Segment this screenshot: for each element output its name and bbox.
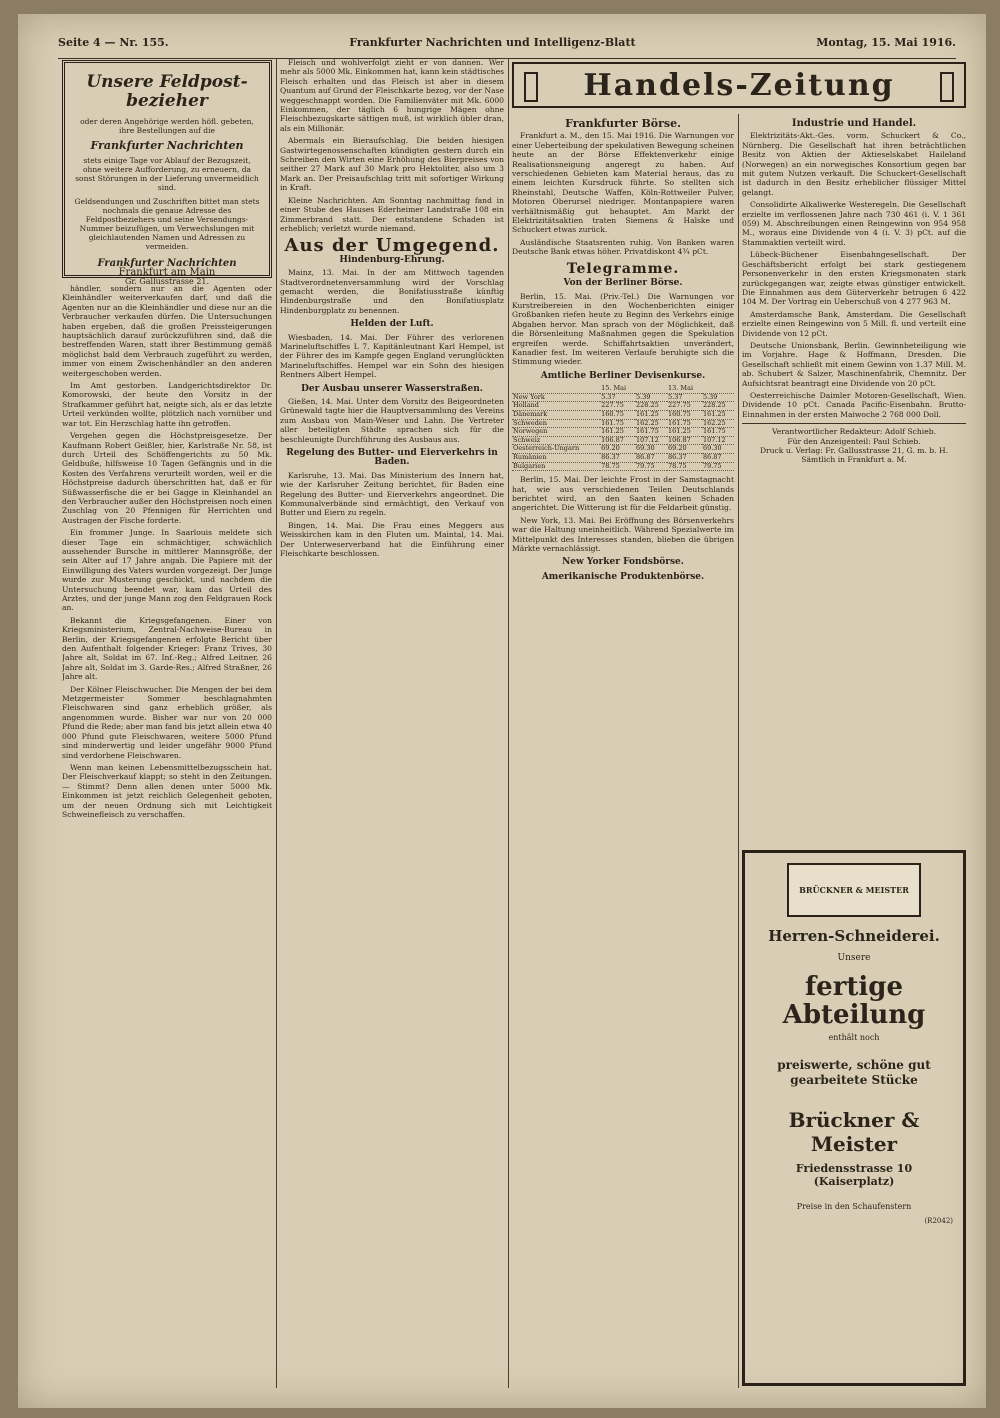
column-3 (512, 114, 734, 1390)
ad-text: enthält noch (828, 1033, 880, 1042)
table-cell: 161.25 (667, 428, 702, 437)
article-paragraph: New York, 13. Mai. Bei Eröffnung des Börsenverkehrs war die Haltung uneinheitlich. Während Spezialwerte im Mittelpunkt des Interesses standen, blieben die übrigen Märkte vernachlässigt. (512, 515, 734, 553)
article-paragraph: Wiesbaden, 14. Mai. Der Führer des verlorenen Marineluftschiffes L 7, Kapitänleutnant Karl Hempel, ist der Führer des im Kampfe gegen England verunglückten Marineluftschiffes. Hempel war ein Sohn des hiesigen Rentners Albert Hempel. (280, 332, 504, 380)
table-header-row (512, 385, 734, 393)
table-cell: 5.39 (635, 393, 667, 402)
ad-address: Friedensstrasse 10 (Kaiserplatz) (795, 1162, 913, 1188)
imprint-line: Verantwortlicher Redakteur: Adolf Schieb. (771, 427, 937, 437)
ad-company-name: Brückner & Meister (788, 1108, 920, 1156)
article-heading: Amtliche Berliner Devisenkurse. (540, 370, 706, 381)
section-heading: Aus der Umgegend. (284, 235, 500, 257)
article-paragraph: Elektrizitäts-Akt.-Ges. vorm. Schuckert & Co., Nürnberg. Die Gesellschaft hat ihren beträchtlichen Besitz von Aktien der Aktieselskabet Haileland (Norwegen) an ein norwegisches Konsortium gegen bar mit gutem Nutzen verkauft. Die Schuckert-Gesellschaft ist dadurch in den Besitz erheblicher flüssiger Mittel gelangt. (742, 131, 966, 197)
header-page-number: Seite 4 — Nr. 155. (58, 36, 169, 49)
ad-text: Unsere (837, 953, 871, 963)
table-cell: 79.75 (702, 462, 734, 471)
column-1 (62, 284, 272, 1384)
table-cell: 86.37 (600, 453, 635, 462)
feldpost-text: stets einige Tage vor Ablauf der Bezugszeit, ohne weitere Aufforderung, zu erneuern, da sonst Störungen in der Lieferung unvermeidlich sind. (75, 156, 259, 192)
header-paper-title: Frankfurter Nachrichten und Intelligenz-Blatt (349, 36, 636, 49)
table-cell: 15. Mai (600, 385, 635, 393)
table-cell: 162.25 (635, 419, 667, 428)
table-row (512, 453, 734, 462)
devisen-table (512, 385, 734, 471)
table-cell: 160.75 (600, 410, 635, 419)
article-paragraph: Ausländische Staatsrenten ruhig. Von Banken waren Deutsche Bank etwas höher. Privatdiskont 4¾ pCt. (512, 237, 734, 257)
table-cell: 227.75 (600, 402, 635, 411)
table-cell: 69.20 (600, 445, 635, 454)
article-heading: Der Ausbau unserer Wasserstraßen. (301, 383, 483, 394)
feldpost-text: Geldsendungen und Zuschriften bittet man stets nochmals die genaue Adresse des Feldpostbeziehers und seine Versendungs-Nummer beizufügen, um Verwechslungen mit gleichlautenden Namen und Adressen zu vermeiden. (74, 197, 260, 251)
article-paragraph: Lübeck-Büchener Eisenbahngesellschaft. Der Geschäftsbericht erfolgt bei stark gestiegenem Personenverkehr in den ersten Kriegsmonaten stark zurückgegangen war, zeigte etwas günstiger entwickelt. Die Einnahmen aus dem Güterverkehr betrugen 6 422 104 M. Der Vortrag ein Ueberschuß von 4 277 963 M. (742, 250, 966, 307)
article-heading: Regelung des Butter- und Eierverkehrs in Baden. (286, 448, 498, 468)
newspaper-page (18, 14, 986, 1408)
article-paragraph: Deutsche Unionsbank, Berlin. Gewinnbeteiligung wie im Vorjahre. Hage & Hoffmann, Dresden. Die Gesellschaft schließt mit einem Gewinn von 1.37 Mill. M. ab. Schubert & Salzer, Maschinenfabrik, Chemnitz. Der Aufsichtsrat beantragt eine Dividende von 20 pCt. (742, 340, 966, 388)
banner-ornament (524, 72, 538, 102)
article-heading: Frankfurter Börse. (565, 117, 681, 130)
article-paragraph: Bekannt die Kriegsgefangenen. Einer von Kriegsministerium, Zentral-Nachweise-Bureau in Berlin, der Kriegsgefangenen erfolgte Bericht über den Aufenthalt folgender Krieger: Franz Trives, 30 Jahre alt, Soldat im 67. Inf.-Reg.; Alfred Leitner, 26 Jahre alt, Soldat im 3. Garde-Res.; Alfred Straßner, 26 Jahre alt. (62, 615, 272, 682)
table-cell: 106.87 (667, 436, 702, 445)
table-cell: 160.75 (667, 410, 702, 419)
table-cell: 161.25 (600, 428, 635, 437)
brueckner-meister-logo: BRÜCKNER & MEISTER (787, 863, 921, 917)
table-row (512, 410, 734, 419)
article-heading: Hindenburg-Ehrung. (339, 254, 445, 265)
column-4 (742, 114, 966, 840)
feldpost-advertisement (62, 60, 272, 286)
table-cell: Bulgarien (512, 462, 600, 471)
article-paragraph: Frankfurt a. M., den 15. Mai 1916. Die Warnungen vor einer Ueberteibung der spekulativen Bewegung scheinen heute an der Börse Effektenverkehr einige Realisationsneigung angeregt zu haben. Auf verschiedenen Gebieten kam Material heraus, das zu einem leichten Kursdruck führte. So stellten sich Rheinstahl, Deutsche Waffen, Köln-Rottweiler Pulver, Motoren Oberursel niedriger. Montanpapiere waren verhältnismäßig gut behauptet. Am Markt der Elektrizitätsaktien traten Siemens & Halske und Schuckert etwas zurück. (512, 131, 734, 235)
article-paragraph: Wenn man keinen Lebensmittelbezugsschein hat. Der Fleischverkauf klappt; so steht in den Zeitungen. — Stimmt? Denn allen denen unter 5000 Mk. Einkommen ist jetzt reichlich Gelegenheit geboten, um der neuen Ordnung sich mit Leichtigkeit Schweinefleisch zu verschaffen. (62, 762, 272, 819)
table-cell: Schweiz (512, 436, 600, 445)
table-cell: 227.75 (667, 402, 702, 411)
table-row (512, 428, 734, 437)
article-paragraph: händler, sondern nur an die Agenten oder Kleinhändler weiterverkaufen darf, und daß die Agenten nur an die Kleinhändler und diese nur an die Verbraucher verkaufen dürfen. Die Untersuchungen haben ergeben, daß die großen Preissteigerungen hauptsächlich darauf zurückzuführen sind, daß die bestreffenden Waren, statt ihrer Bestimmung gemäß möglichst bald dem Verbrauch zugeführt zu werden, immer von einem Zwischenhändler an den anderen weitergeschoben werden. (62, 284, 272, 378)
table-cell: 161.75 (635, 428, 667, 437)
table-cell: 79.75 (635, 462, 667, 471)
ad-reference: (R2042) (924, 1217, 953, 1225)
table-cell: Norwegen (512, 428, 600, 437)
article-paragraph: Amsterdamsche Bank, Amsterdam. Die Gesellschaft erzielte einen Reingewinn von 5 Mill. fl. und verteilt eine Dividende von 12 pCt. (742, 309, 966, 338)
table-cell: 161.75 (600, 419, 635, 428)
table-cell: 5.39 (702, 393, 734, 402)
table-cell: 78.75 (600, 462, 635, 471)
article-paragraph: Oesterreichische Daimler Motoren-Gesellschaft, Wien. Dividende 10 pCt. Canada Pacific-Eisenbahn. Brutto-Einnahmen in der ersten Maiwoche 2 768 000 Doll. (742, 390, 966, 419)
banner-ornament (940, 72, 954, 102)
article-paragraph: Ein frommer Junge. In Saarlouis meldete sich dieser Tage ein schmächtiger, schwächlich aussehender Bursche in mittlerer Mannsgröße, der sein Alter auf 17 Jahre angab. Die Papiere mit der Einwilligung des Vaters wurden vorgezeigt. Der Junge wurde zur Musterung geschickt, und nachdem die Untersuchung beendet war, kam das Urteil des Arztes, und der junge Mann zog den Feldgrauen Rock an. (62, 528, 272, 613)
article-paragraph: Vergehen gegen die Höchstpreisgesetze. Der Kaufmann Robert Geißler, hier, Karlstraße Nr. 58, ist durch Urteil des Schöffengerichts zu 50 Mk. Geldbuße, hilfsweise 10 Tagen Gefängnis und in die Kosten des Verfahrens verurteilt worden, weil er die Höchstpreise dadurch überschritten hat, daß er für Süßwasserfische die er bei Gagge in Kleinhandel an den Verbraucher außer den Höchstpreisen noch einen Zuschlag von 20 Pfennigen für Herrichten und Austragen der Fische forderte. (62, 431, 272, 525)
article-heading: New Yorker Fondsbörse. (562, 557, 684, 568)
article-paragraph: Bingen, 14. Mai. Die Frau eines Meggers aus Weisskirchen kam in den Fluten um. Maintal, 14. Mai. Der Unterweserverband hat die Einführung einer Fleischkarte beschlossen. (280, 520, 504, 559)
section-heading: Telegramme. (566, 260, 680, 277)
ad-headline: fertige Abteilung (782, 972, 926, 1030)
table-cell: 69.30 (702, 445, 734, 454)
table-cell: 5.37 (667, 393, 702, 402)
table-cell: Dänemark (512, 410, 600, 419)
article-paragraph: Mainz, 13. Mai. In der am Mittwoch tagenden Stadtverordnetenversammlung wird der Vorschlag gemacht werden, die Bonifatiusstraße künftig Hindenburgstraße und den Bonifatiusplatz Hindenburgplatz zu benennen. (280, 268, 504, 315)
feldpost-paper-name: Frankfurter Nachrichten (90, 139, 244, 152)
feldpost-title: Unsere Feldpost-bezieher (86, 72, 248, 111)
table-cell: Rumänien (512, 453, 600, 462)
article-paragraph: Kleine Nachrichten. Am Sonntag nachmittag fand in einer Stube des Hauses Ederheimer Landstraße 108 ein Zimmerbrand statt. Der entstandene Schaden ist erheblich; verletzt wurde niemand. (280, 195, 504, 233)
handels-zeitung-title: Handels-Zeitung (583, 67, 895, 103)
table-cell: New York (512, 393, 600, 402)
article-paragraph: Im Amt gestorben. Landgerichtsdirektor Dr. Komorowski, der heute den Vorsitz in der Strafkammer geführt hat, neigte sich, als er das letzte Urteil verkünden wollte, plötzlich nach vornüber und war tot. Ein Herzschlag hatte ihn getroffen. (62, 381, 272, 428)
table-cell: 69.30 (635, 445, 667, 454)
column-rule (738, 114, 739, 1388)
ad-heading: Herren-Schneiderei. (768, 927, 940, 945)
table-cell: 161.75 (702, 428, 734, 437)
article-paragraph: Consolidirte Alkaliwerke Westeregeln. Die Gesellschaft erzielte im verflossenen Jahre nach 730 461 (i. V. 1 361 059) M. Abschreibungen einen Reingewinn von 954 958 M., woraus eine Dividende von 4 (i. V. 3) pCt. auf die Stammaktien verteilt wird. (742, 200, 966, 247)
feldpost-text: oder deren Angehörige werden höfl. gebeten, ihre Bestellungen auf die (80, 117, 254, 135)
table-cell: 107.12 (702, 436, 734, 445)
table-cell: 86.37 (667, 453, 702, 462)
handels-zeitung-banner (512, 62, 966, 108)
ad-text: Preise in den Schaufenstern (796, 1202, 912, 1211)
table-cell: 162.25 (702, 419, 734, 428)
article-paragraph: Der Kölner Fleischwucher. Die Mengen der bei dem Metzgermeister Sommer beschlagnahmten Fleischwaren sind ganz erheblich größer, als angenommen wurde. Bisher war nur von 20 000 Pfund die Rede; aber man fand bis jetzt allein etwa 40 000 Pfund gute Fleischwaren, weitere 5000 Pfund sind minderwertig und leider ungefähr 9000 Pfund sind verdorbene Fleischwaren. (62, 684, 272, 760)
table-cell: 86.87 (635, 453, 667, 462)
table-cell: Holland (512, 402, 600, 411)
table-cell: 69.20 (667, 445, 702, 454)
imprint-line: Druck u. Verlag: Fr. Gallusstrasse 21, G. m. b. H. Sämtlich in Frankfurt a. M. (759, 446, 949, 465)
header-date: Montag, 15. Mai 1916. (816, 36, 956, 49)
table-cell: 161.25 (635, 410, 667, 419)
table-cell: 78.75 (667, 462, 702, 471)
ad-text: preiswerte, schöne gut gearbeitete Stücke (777, 1058, 931, 1087)
column-rule (276, 58, 277, 1388)
feldpost-footer-city: Frankfurt am Main (118, 267, 216, 278)
table-cell: 161.25 (702, 410, 734, 419)
article-heading: Von der Berliner Börse. (563, 278, 683, 289)
table-cell: 228.25 (702, 402, 734, 411)
table-cell: Oesterreich-Ungarn (512, 445, 600, 454)
table-row (512, 462, 734, 471)
imprint (742, 423, 966, 465)
table-cell: 161.75 (667, 419, 702, 428)
article-heading: Helden der Luft. (350, 319, 434, 330)
article-paragraph: Gießen, 14. Mai. Unter dem Vorsitz des Beigeordneten Grünewald tagte hier die Hauptversammlung des Vereins zum Ausbau von Main-Weser und Lahn. Die Vertreter aller beteiligten Städte sprachen sich für die beschleunigte Durchführung des Ausbaus aus. (280, 397, 504, 444)
column-2 (280, 58, 504, 1388)
table-cell: 86.87 (702, 453, 734, 462)
article-paragraph: Berlin, 15. Mai. Der leichte Frost in der Samstagnacht hat, wie aus verschiedenen Teilen Deutschlands berichtet wird, an den Saaten keinen Schaden angerichtet. Die Witterung ist für die Feldarbeit günstig. (512, 475, 734, 513)
feldpost-footer-name: Frankfurter Nachrichten (97, 258, 237, 269)
article-heading: Industrie und Handel. (791, 118, 917, 129)
article-paragraph: Berlin, 15. Mai. (Priv.-Tel.) Die Warnungen vor Kurstreibereien in den Wochenberichten einiger Großbanken riefen heute zu Beginn des Verkehrs einige Abgaben hervor. Man sprach von der Möglichkeit, daß die Börsenleitung Maßnahmen gegen die Spekulation ergreifen werde. Schiffahrtsaktien unverändert, Kanadier fest. Im weiteren Verlaufe beruhigte sich die Stimmung wieder. (512, 291, 734, 367)
brueckner-meister-advertisement (742, 850, 966, 1386)
imprint-line: Für den Anzeigenteil: Paul Schieb. (787, 436, 921, 446)
table-cell: 107.12 (635, 436, 667, 445)
article-paragraph: Abermals ein Bieraufschlag. Die beiden hiesigen Gastwirtegenossenschaften kündigten gestern durch ein Schreiben den Wirten eine Erhöhung des Bierpreises von seither 27 Mark auf 30 Mark pro Hektoliter, also um 3 Mark an. Der Preisaufschlag tritt mit sofortiger Wirkung in Kraft. (280, 136, 504, 193)
page-header (58, 36, 956, 59)
article-paragraph: Karlsruhe, 13. Mai. Das Ministerium des Innern hat, wie der Karlsruher Zeitung berichtet, für Baden eine Regelung des Butter- und Eierverkehrs angeordnet. Die Kommunalverbände sind ermächtigt, den Verkauf von Butter und Eiern zu regeln. (280, 470, 504, 518)
column-rule (508, 58, 509, 1388)
table-cell: 106.87 (600, 436, 635, 445)
table-cell: 13. Mai (667, 385, 702, 393)
article-heading: Amerikanische Produktenbörse. (541, 571, 705, 582)
table-cell: 228.25 (635, 402, 667, 411)
feldpost-footer-address: Gr. Gallusstrasse 21. (124, 277, 210, 286)
table-cell: Schweden (512, 419, 600, 428)
article-paragraph: Fleisch und wohlverfolgt zieht er von dannen. Wer mehr als 5000 Mk. Einkommen hat, kann kein städtisches Fleisch erhalten und das Fleisch ist aber in diesem Quantum auf Grund der Fleischkarte bezog, vor der Nase weggeschnappt worden. Die Familienväter mit Mk. 6000 Einkommen, der täglich 6 hungrige Mägen ohne Fleischbezugskarte sättigen muß, ist wirklich übler dran, als ein Millionär. (280, 58, 504, 133)
table-cell: 5.37 (600, 393, 635, 402)
